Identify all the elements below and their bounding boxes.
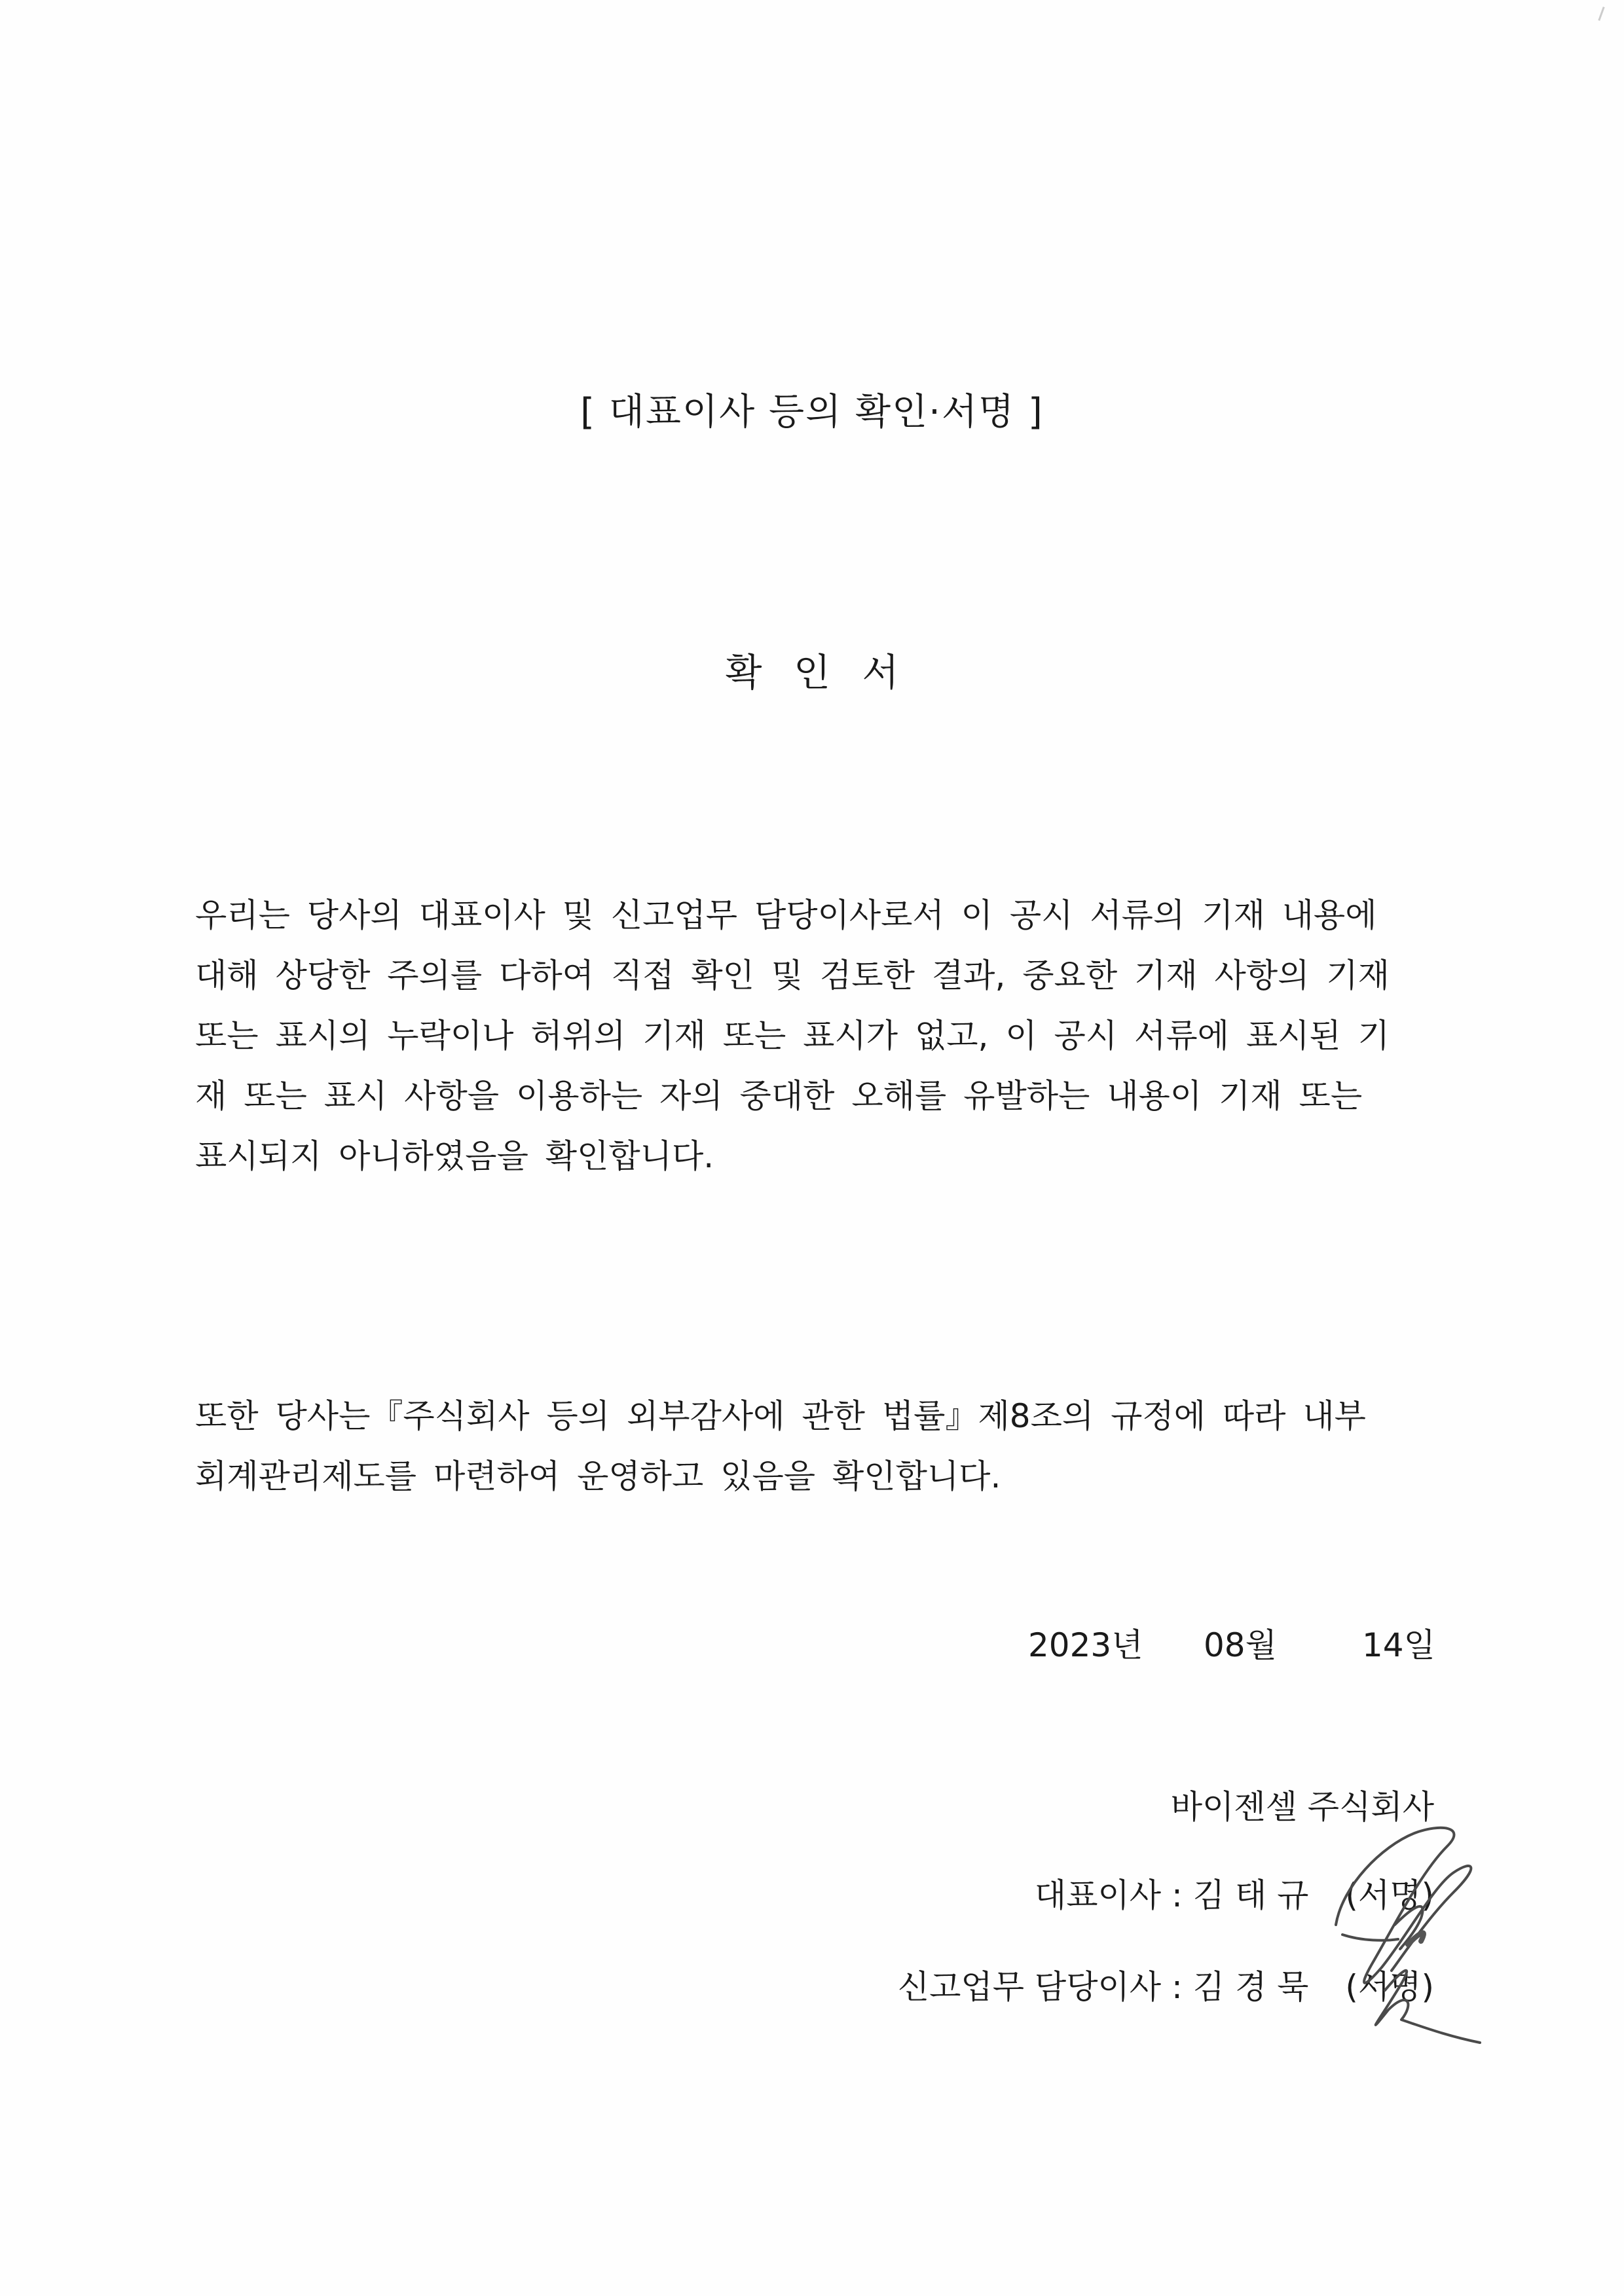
signatory-separator: : [1172, 1876, 1183, 1914]
paragraph-line: 표시되지 아니하였음을 확인합니다. [195, 1137, 714, 1175]
confirmation-paragraph [195, 885, 1390, 1186]
paragraph-line: 또는 표시의 누락이나 허위의 기재 또는 표시가 없고, 이 공시 서류에 표시된 기 [195, 1017, 1390, 1055]
paragraph-line: 재 또는 표시 사항을 이용하는 자의 중대한 오해를 유발하는 내용이 기재 또는 [195, 1077, 1363, 1115]
paragraph-line: 우리는 당사의 대표이사 및 신고업무 담당이사로서 이 공시 서류의 기재 내용에 [195, 896, 1377, 934]
date-day: 14일 [1362, 1626, 1435, 1664]
section-title: [ 대표이사 등의 확인·서명 ] [580, 391, 1044, 433]
signatory-role: 신고업무 담당이사 [897, 1968, 1162, 2006]
paragraph-line: 대해 상당한 주의를 다하여 직접 확인 및 검토한 결과, 중요한 기재 사항의 기재 [195, 957, 1390, 994]
handwritten-signature-icon [1323, 1794, 1500, 2049]
date-month: 08월 [1204, 1626, 1277, 1664]
internal-control-paragraph [195, 1386, 1366, 1506]
signatory-name: 김 태 규 [1192, 1876, 1309, 1914]
scan-artifact [1598, 7, 1604, 21]
date-year: 2023년 [1028, 1626, 1143, 1664]
paragraph-line: 또한 당사는『주식회사 등의 외부감사에 관한 법률』제8조의 규정에 따라 내부 [195, 1397, 1366, 1435]
signatory-name: 김 경 묵 [1192, 1968, 1309, 2006]
company-name: 바이젠셀 주식회사 [1170, 1788, 1434, 1826]
signature-label: (서명) [1345, 1876, 1434, 1914]
paragraph-line: 회계관리제도를 마련하여 운영하고 있음을 확인합니다. [195, 1457, 1001, 1495]
document-title: 확 인 서 [725, 650, 899, 695]
signatory-role: 대표이사 [1034, 1876, 1162, 1914]
signatory-separator: : [1172, 1968, 1183, 2006]
signature-label: (서명) [1345, 1968, 1434, 2006]
